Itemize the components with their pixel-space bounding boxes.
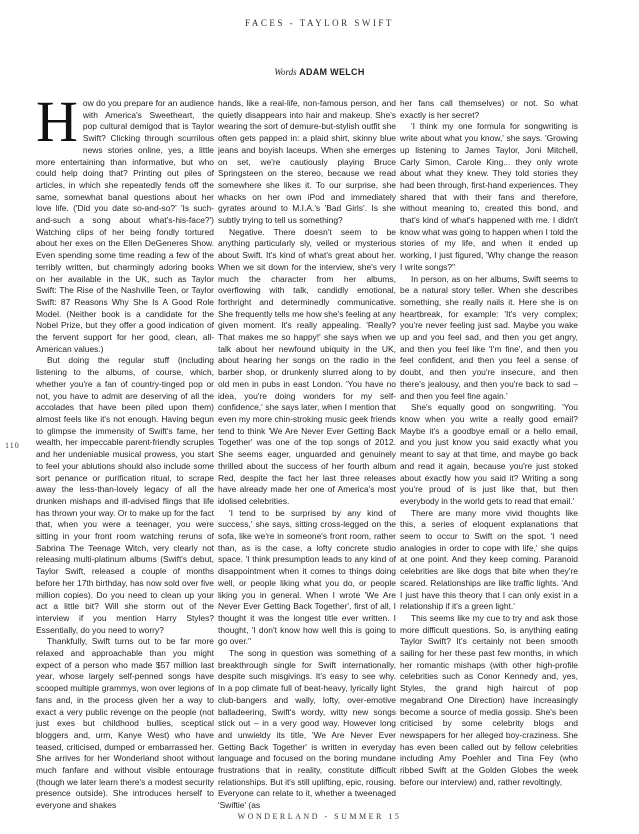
drop-cap: H	[36, 98, 78, 154]
article-paragraph	[36, 98, 214, 355]
article-column-3	[400, 98, 578, 810]
article-column-2	[218, 98, 396, 810]
article-paragraph: There are many more vivid thoughts like this, a series of eloquent explanations that seem to occur to Swift on the spot. 'I need analogies in order to cope with life,' she quips at one point. And they keep coming. Paranoid celebrities are like dogs that bite when they're scared. Relationships are like traffic lights. 'And I just have this theory that I can only exist in a relationship if it's a green light.'	[400, 507, 578, 612]
article-paragraph: The song in question was something of a breakthrough single for Swift internationally, despite such misgivings. It's easy to see why. In a pop climate full of beat-heavy, lyrically light club-bangers and wally, lofty, over-emotive balladeering, Swift's wordy, witty new songs stick out – in a very good way. However long and unwieldy its title, 'We Are Never Ever Getting Back Together' is written in everyday language and focused on the boring mundane frustrations that in reality, constitute difficult relationships. But it's still uplifting, epic, rousing. Everyone can relate to it, whether a tweenaged 'Swiftie' (as	[218, 648, 396, 810]
byline	[0, 67, 639, 77]
article-column-1	[36, 98, 214, 810]
footer-folio: WONDERLAND - SUMMER 15	[237, 812, 402, 821]
article-paragraph: In person, as on her albums, Swift seems to be a natural story teller. When she describes something, she really nails it. Here she is on heartbreak, for example: 'It's very complex; you're never feeling just sad. Maybe you wake up and you feel sad, and then you get angry, and then you feel like 'I'm fine', and then you feel confident, and then you feel a sense of doubt, and then you're insecure, and then there's jealousy, and then you're back to sad – and then you feel fine again.'	[400, 273, 578, 401]
article-paragraph: 'I think my one formula for songwriting is write about what you know,' she says. 'Growing up listening to James Taylor, Joni Mitchell, Carly Simon, Carole King... they only wrote about what they knew. They told stories they had been through, first-hand experiences. They shared that with their fans and therefore, without meaning to, created this bond, and that's kind of what's happened with me. I didn't know what was going to happen when I told the stories of my life, and when it ended up working, I just figured, 'Why change the reason I write songs?''	[400, 121, 578, 272]
article-paragraph: Negative. There doesn't seem to be anything particularly sly, veiled or mysterious about Swift. It's kind of what's great about her. When we sit down for the interview, she's very much the character from her albums, overflowing with talk, candidly emotional, forthright and determinedly communicative. She frequently tells me how she's feeling at any given moment. It's really appealing. 'Really? That makes me so happy!' she says when we talk about her newfound ubiquity in the UK, about hearing her songs on the radio in the barber shop, or drunkenly slurred along to by old men in pubs in east London. 'You have no idea, you're doing wonders for my self-confidence,' she says later, when I mention that even my more chin-stroking music geek friends tend to think 'We Are Never Ever Getting Back Together' was one of the top songs of 2012. She seems eager, unguarded and genuinely thrilled about the success of her fourth album Red, despite the fact her last three releases have already made her one of America's most idolised celebrities.	[218, 226, 396, 506]
page-number: 110	[5, 441, 20, 450]
article-paragraph: She's equally good on songwriting. 'You know when you write a really good email? Maybe it's a goodbye email or a hello email, and you just know you said exactly what you meant to say at that time, and maybe go back and read it again, because you're just stoked about exactly how you said it? Writing a song you're proud of is just like that, but then everybody in the world gets to read that email.'	[400, 402, 578, 506]
byline-author	[297, 67, 365, 77]
article-paragraph: her fans call themselves) or not. So what exactly is her secret?	[400, 98, 578, 120]
author-name: ADAM WELCH	[299, 67, 365, 77]
article-paragraph: This seems like my cue to try and ask those more difficult questions. So, is anything eating Taylor Swift? It's certainly not been smooth sailing for her these past few months, in which her romantic mishaps (with other high-profile celebrities such as Conor Kennedy and, yes, Styles, the grand high haircut of pop megabrand One Direction) have increasingly become a source of media gossip. She's been criticised by some celebrity blogs and newspapers for her alleged boy-craziness. She has even been called out by fellow celebrities including Amy Poehler and Tina Fey (who ribbed Swift at the Golden Globes the week before our interview) and, rather revoltingly,	[400, 612, 578, 787]
article-paragraph: Thankfully, Swift turns out to be far more relaxed and approachable than you might expect of a person who made $57 million last year, whose largely self-penned songs have scooped multiple grammys, won over legions of fans and, in the process given her a way to exact a very public revenge on the people (not just exes but childhood bullies, sceptical bloggers and, urm, Kanye West) who have teased, criticised, dumped or embarrassed her. She arrives for her Wonderland shoot without much fanfare and without visible entourage (though we later learn there's a modest security presence outside). She introduces herself to everyone and shakes	[36, 636, 214, 810]
paragraph-text: ow do you prepare for an audience with America's Sweetheart, the pop cultural demigod that is Taylor Swift? Clicking through scurrilous news stories online, yes, a little more entertaining than informative, but who could help doing that? Printing out piles of articles, in which she repeatedly fends off the same, somewhat banal questions about her love life. ('Did you date so-and-so?' 'Is such-and-such a song about what's-his-face?') Watching clips of her being fondly tortured about her exes on the Ellen DeGeneres Show. Even spending some time reading a few of the terribly written, but charmingly adoring books on her available in the UK, such as Taylor Swift: The Rise of the Nashville Teen, or Taylor Swift: 87 Reasons Why She Is A Good Role Model. (Neither book is a candidate for the Nobel Prize, but they offer a good indication of the fervent support for her good, clean, all-American values.)	[36, 98, 214, 354]
article-paragraph: But doing the regular stuff (including listening to the albums, of course, which, whether you're a fan of country-tinged pop or not, you have to admit are deserving of all the accolades that have been piled upon them) almost feels like it's not enough. Having begun to glimpse the immensity of Swift's fame, her wealth, her impeccable parent-friendly scruples and her undeniable musical prowess, you start to feel your ablutions should also include some sort penance or purification ritual, to scrape away the less-than-lovely legacy of all the drunken mishaps and ill-advised flings that life has thrown your way. Or to make up for the fact that, when you were a teenager, you were sitting in your front room watching reruns of Sabrina The Teenage Witch, very clearly not releasing multi-platinum albums (Swift's debut, Taylor Swift, released a couple of months before her 17th birthday, has now sold over five million copies). Do you need to clean up your act a little bit? Will she storm out of the interview if you mention Harry Styles? Essentially, do you need to worry?	[36, 355, 214, 635]
byline-words-label: Words	[274, 67, 297, 77]
article-paragraph: hands, like a real-life, non-famous person, and quietly disappears into hair and makeup. She's wearing the sort of demure-but-stylish outfit she often gets papped in: a plaid shirt, skinny blue jeans and boyish laceups. When she emerges on set, we're cautiously playing Bruce Springsteen on the stereo, because we read somewhere she likes it. To our surprise, she whacks on her own iPod and immediately gyrates around to M.I.A.'s 'Bad Girls'. Is she subtly trying to tell us something?	[218, 98, 396, 226]
running-head: FACES - TAYLOR SWIFT	[245, 18, 394, 28]
article-paragraph: 'I tend to be surprised by any kind of success,' she says, sitting cross-legged on the sofa, like we're in someone's front room, rather than, as is the case, a lofty concrete studio space. 'I think presumption leads to any kind of disappointment when it comes to things doing well, or people liking what you do, or people liking you in general. When I wrote 'We Are Never Ever Getting Back Together', first of all, I thought it was the longest title ever written. I thought, 'I don't know how well this is going to go over.''	[218, 507, 396, 647]
